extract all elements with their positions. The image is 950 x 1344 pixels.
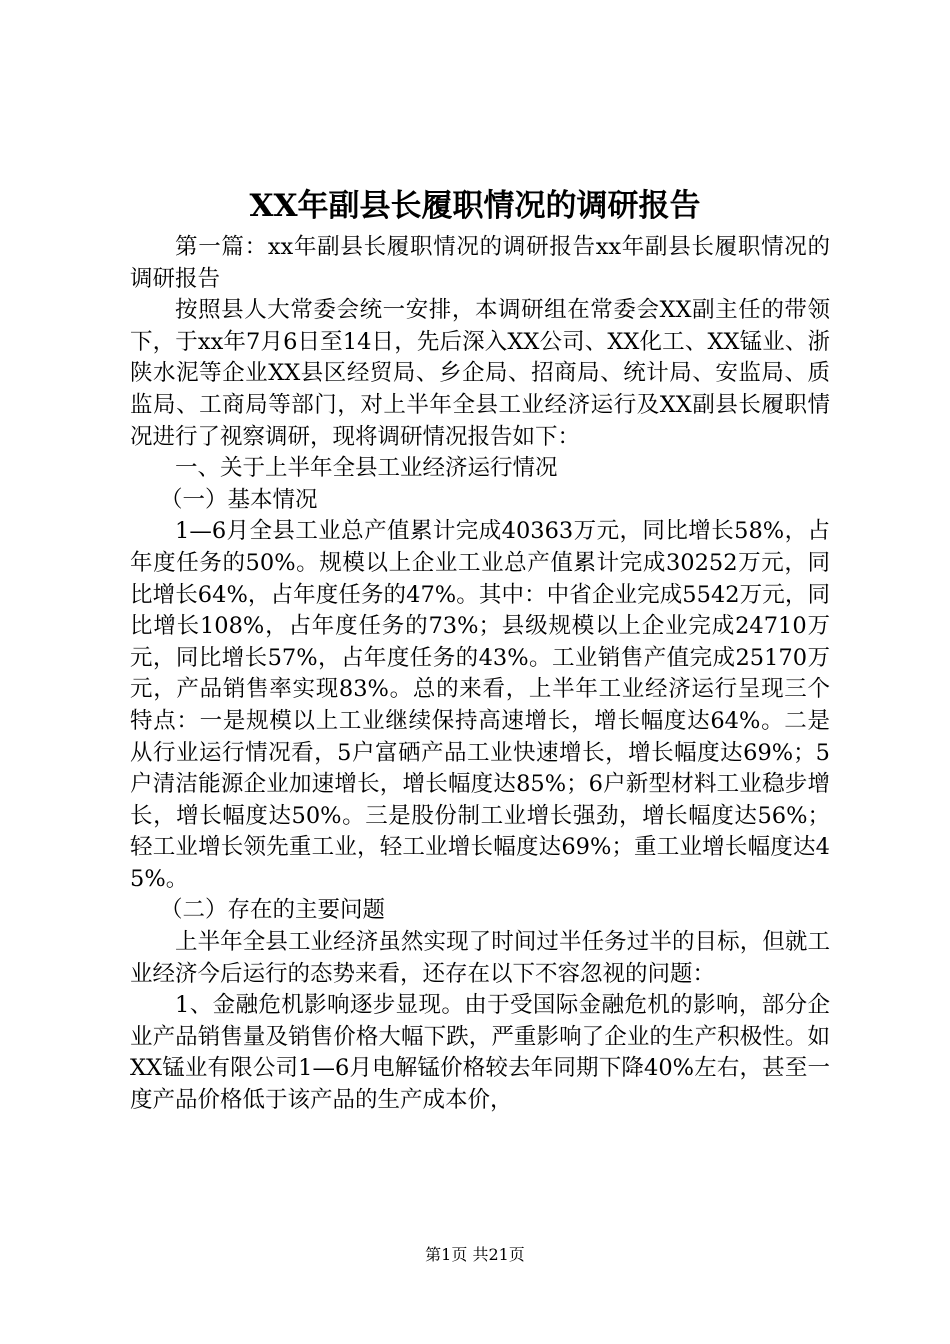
document-title: XX年副县长履职情况的调研报告 [249, 188, 701, 224]
section-heading-1: 一、关于上半年全县工业经济运行情况 [175, 455, 558, 482]
page-number: 第1页 共21页 [425, 1245, 525, 1264]
subsection-heading-basic: （一）基本情况 [160, 486, 318, 513]
subsection-heading-problems: （二）存在的主要问题 [160, 897, 386, 924]
paragraph-arrangement: 按照县人大常委会统一安排，本调研组在常委会XX副主任的带领下，于xx年7月6日至14日，先后深入XX公司、XX化工、XX锰业、浙陕水泥等企业XX县区经贸局、乡企局、招商局、统计局、安监局、质监局、工商局等部门，对上半年全县工业经济运行及XX副县长履职情况进行了视察调研，现将调研情况报告如下： [130, 297, 830, 450]
paragraph-problems-intro: 上半年全县工业经济虽然实现了时间过半任务过半的目标，但就工业经济今后运行的态势来看，还存在以下不容忽视的问题： [130, 929, 830, 987]
paragraph-intro: 第一篇：xx年副县长履职情况的调研报告xx年副县长履职情况的调研报告 [130, 234, 830, 292]
document-body [130, 232, 830, 1117]
paragraph-basic-situation: 1—6月全县工业总产值累计完成40363万元，同比增长58%，占年度任务的50%。规模以上企业工业总产值累计完成30252万元，同比增长64%，占年度任务的47%。其中：中省企业完成5542万元，同比增长108%，占年度任务的73%；县级规模以上企业完成24710万元，同比增长57%，占年度任务的43%。工业销售产值完成25170万元，产品销售率实现83%。总的来看，上半年工业经济运行呈现三个特点：一是规模以上工业继续保持高速增长，增长幅度达64%。二是从行业运行情况看，5户富硒产品工业快速增长，增长幅度达69%；5户清洁能源企业加速增长，增长幅度达85%；6户新型材料工业稳步增长，增长幅度达50%。三是股份制工业增长强劲，增长幅度达56%；轻工业增长领先重工业，轻工业增长幅度达69%；重工业增长幅度达45%。 [130, 518, 830, 892]
paragraph-financial-crisis: 1、金融危机影响逐步显现。由于受国际金融危机的影响，部分企业产品销售量及销售价格大幅下跌，严重影响了企业的生产积极性。如XX锰业有限公司1—6月电解锰价格较去年同期下降40%左右，甚至一度产品价格低于该产品的生产成本价， [130, 992, 830, 1114]
